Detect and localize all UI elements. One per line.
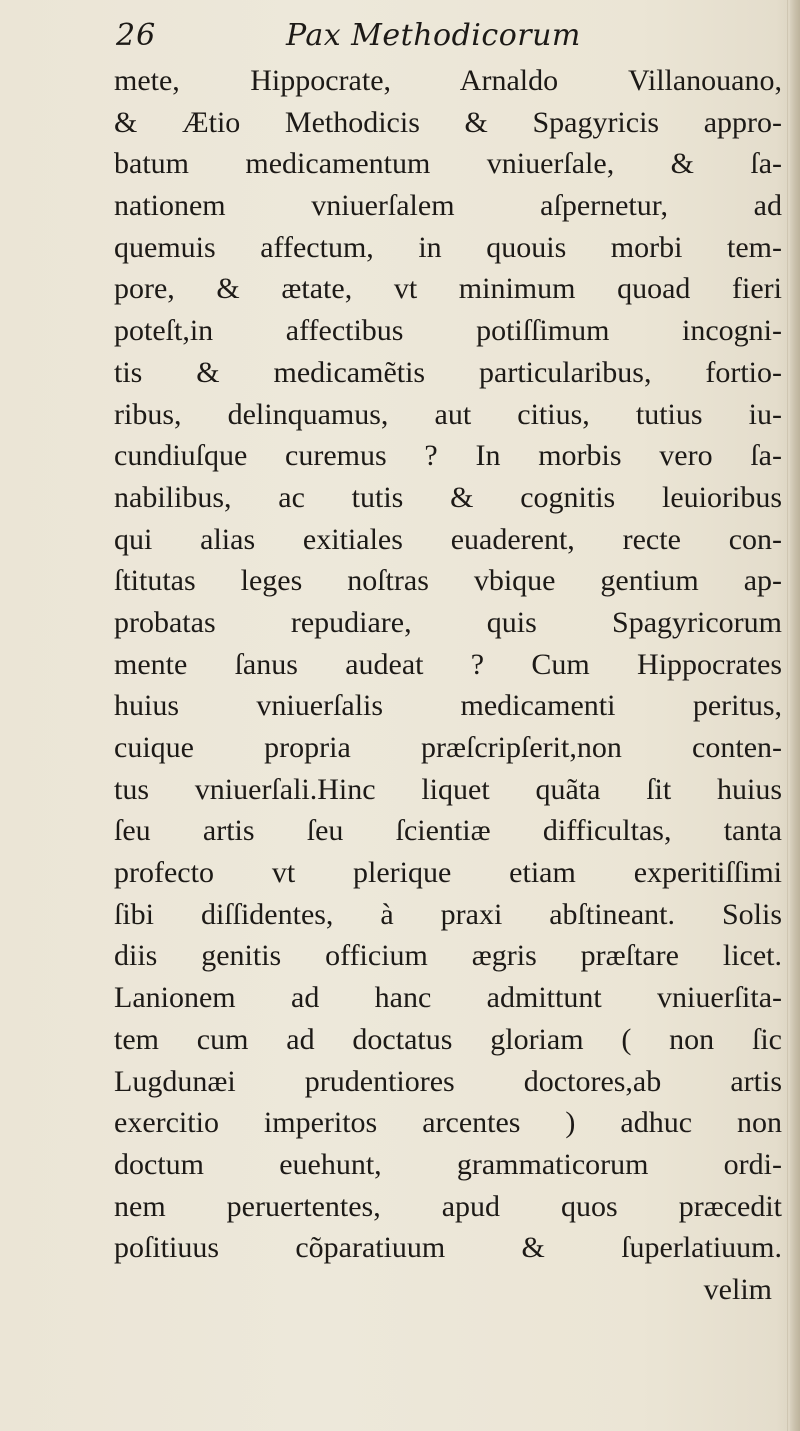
text-line: cuique propria præſcripſerit,non conten- — [114, 731, 782, 764]
text-line: qui alias exitiales euaderent, recte con- — [114, 522, 782, 556]
text-line: ſibi diſſidentes, à praxi abſtineant. Solis — [114, 897, 782, 931]
text-line: tem cum ad doctatus gloriam ( non ſic — [114, 1022, 782, 1056]
text-line: ribus, delinquamus, aut citius, tutius iu- — [114, 397, 782, 431]
text-line: exercitio imperitos arcentes ) adhuc non — [114, 1106, 782, 1140]
text-line: tus vniuerſali.Hinc liquet quãta ſit huius — [114, 772, 782, 806]
page-edge-shadow — [790, 0, 800, 1431]
page-number: 26 — [116, 18, 157, 53]
text-line: batum medicamentum vniuerſale, & ſa- — [114, 147, 782, 181]
text-line: tis & medicamẽtis particularibus, fortio- — [114, 355, 782, 389]
text-line: quemuis affectum, in quouis morbi tem- — [114, 230, 782, 264]
text-line: cundiuſque curemus ? In morbis vero ſa- — [114, 439, 782, 473]
text-line: Lugdunæi prudentiores doctores,ab artis — [114, 1064, 782, 1098]
text-line: & Ætio Methodicis & Spagyricis appro- — [114, 105, 782, 139]
text-line: poteſt,in affectibus potiſſimum incogni- — [114, 314, 782, 348]
text-line: nabilibus, ac tutis & cognitis leuioribus — [114, 480, 782, 514]
text-line: probatas repudiare, quis Spagyricorum — [114, 605, 782, 639]
page-edge-line — [787, 0, 788, 1431]
text-line: diis genitis officium ægris præſtare licet. — [114, 939, 782, 973]
text-line: mete, Hippocrate, Arnaldo Villanouano, — [114, 64, 782, 97]
text-line: nationem vniuerſalem aſpernetur, ad — [114, 189, 782, 223]
body-text — [114, 60, 782, 1311]
running-title: Pax Methodicorum — [286, 18, 581, 53]
text-line: ſtitutas leges noſtras vbique gentium ap- — [114, 564, 782, 598]
catchword: velim — [703, 1272, 772, 1306]
text-line: mente ſanus audeat ? Cum Hippocrates — [114, 647, 782, 681]
text-line: Lanionem ad hanc admittunt vniuerſita- — [114, 981, 782, 1015]
text-line: doctum euehunt, grammaticorum ordi- — [114, 1147, 782, 1181]
text-line: huius vniuerſalis medicamenti peritus, — [114, 689, 782, 723]
text-line: pore, & ætate, vt minimum quoad fieri — [114, 272, 782, 306]
text-line: poſitiuus cõparatiuum & ſuperlatiuum. — [114, 1231, 782, 1265]
text-line: profecto vt plerique etiam experitiſſimi — [114, 856, 782, 890]
page-header — [116, 16, 676, 56]
text-line: nem peruertentes, apud quos præcedit — [114, 1189, 782, 1223]
text-line: ſeu artis ſeu ſcientiæ difficultas, tanta — [114, 814, 782, 848]
